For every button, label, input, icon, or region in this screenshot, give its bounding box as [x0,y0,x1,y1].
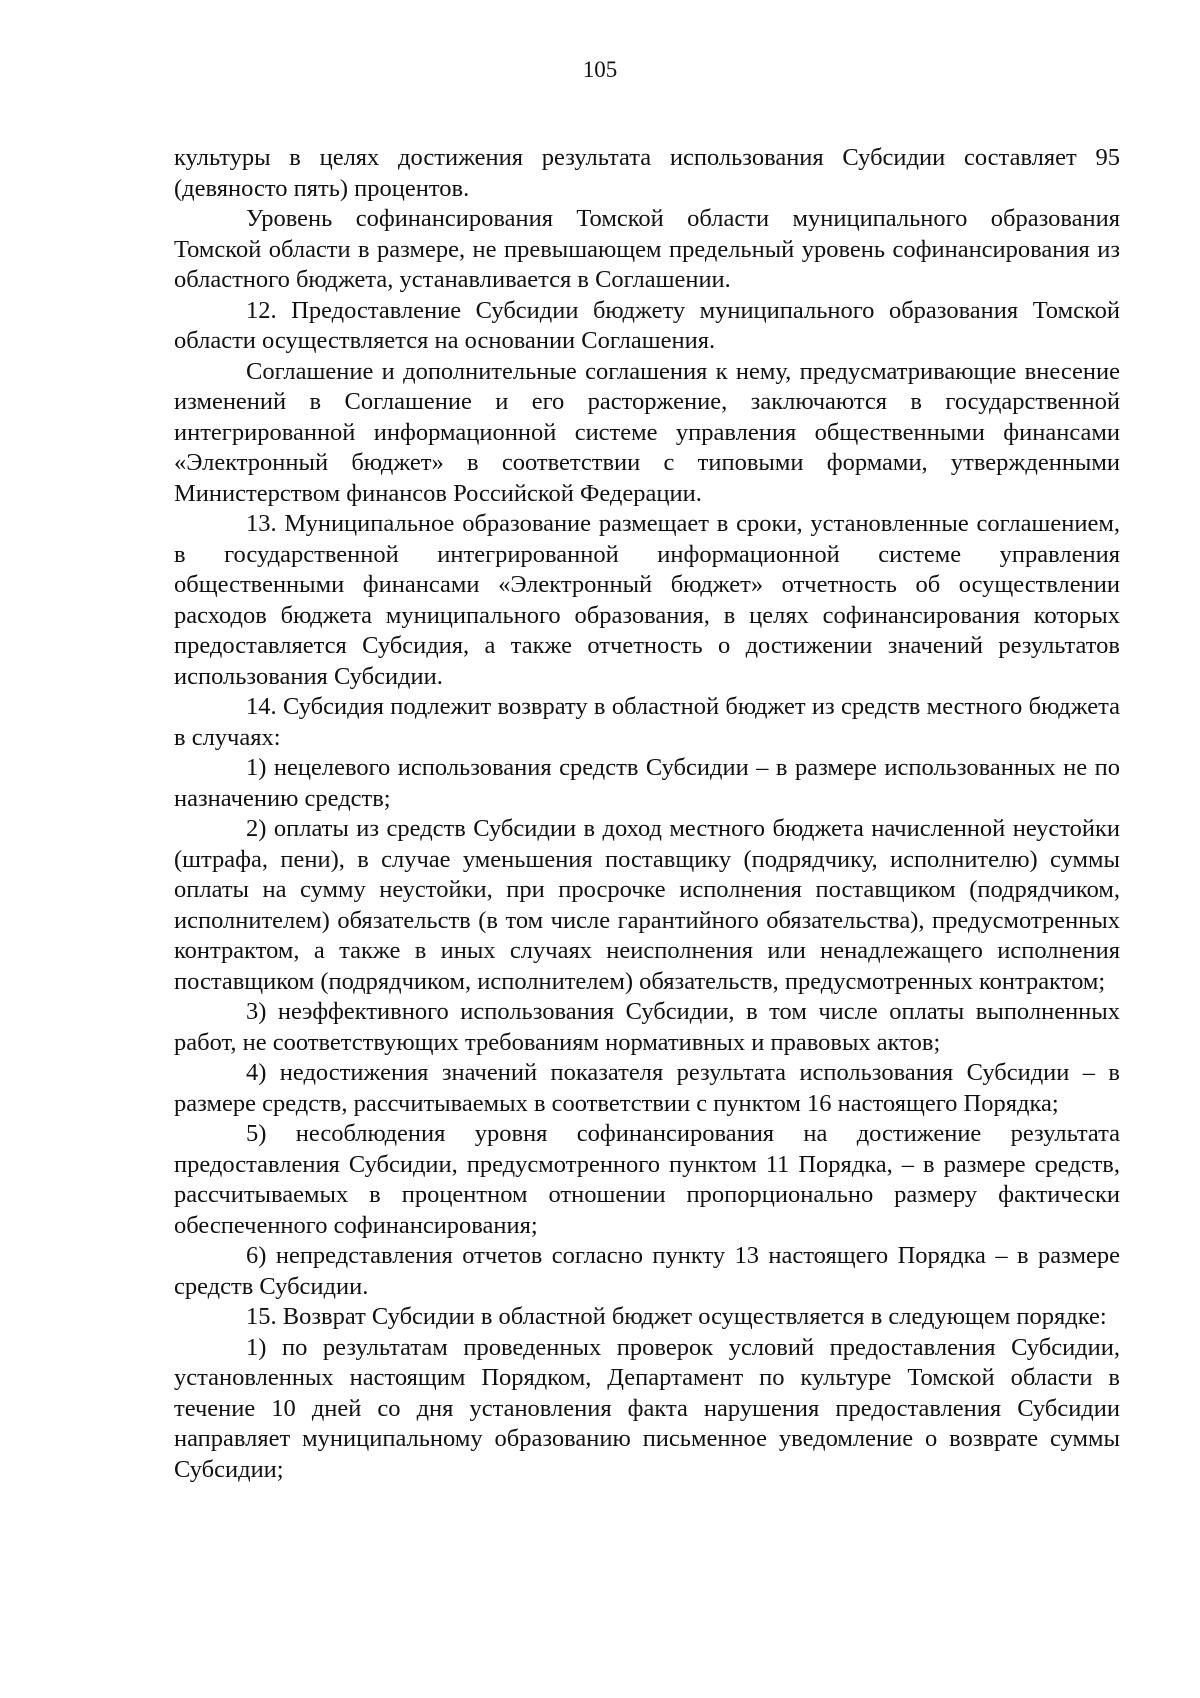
paragraph: 12. Предоставление Субсидии бюджету муниципального образования Томской области осуществляется на основании Соглашения. [174,296,1120,354]
list-item: 3) неэффективного использования Субсидии, в том числе оплаты выполненных работ, не соответствующих требованиям нормативных и правовых актов; [174,998,1120,1056]
paragraph: 15. Возврат Субсидии в областной бюджет осуществляется в следующем порядке: [246,1303,1107,1330]
list-item: 6) непредставления отчетов согласно пункту 13 настоящего Порядка – в размере средств Субсидии. [174,1242,1120,1300]
paragraph: 14. Субсидия подлежит возврату в областной бюджет из средств местного бюджета в случаях: [174,693,1120,751]
list-item: 1) по результатам проведенных проверок условий предоставления Субсидии, установленных настоящим Порядком, Департамент по культуре Томской области в течение 10 дней со дня установления факта нарушения предоставления Субсидии направляет муниципальному образованию письменное уведомление о возврате суммы Субсидии; [174,1333,1120,1483]
list-item: 1) нецелевого использования средств Субсидии – в размере использованных не по назначению средств; [174,754,1120,812]
paragraph: Уровень софинансирования Томской области муниципального образования Томской области в размере, не превышающем предельный уровень софинансирования из областного бюджета, устанавливается в Соглашении. [174,205,1120,293]
paragraph: Соглашение и дополнительные соглашения к нему, предусматривающие внесение изменений в Соглашение и его расторжение, заключаются в государственной интегрированной информационной системе управления общественными финансами «Электронный бюджет» в соответствии с типовыми формами, утвержденными Министерством финансов Российской Федерации. [174,357,1120,507]
paragraph: культуры в целях достижения результата использования Субсидии составляет 95 (девяносто пять) процентов. [174,144,1120,202]
list-item: 5) несоблюдения уровня софинансирования на достижение результата предоставления Субсидии, предусмотренного пунктом 11 Порядка, – в размере средств, рассчитываемых в процентном отношении пропорционально размеру фактически обеспеченного софинансирования; [174,1120,1120,1239]
list-item: 2) оплаты из средств Субсидии в доход местного бюджета начисленной неустойки (штрафа, пени), в случае уменьшения поставщику (подрядчику, исполнителю) суммы оплаты на сумму неустойки, при просрочке исполнения поставщиком (подрядчиком, исполнителем) обязательств (в том числе гарантийного обязательства), предусмотренных контрактом, а также в иных случаях неисполнения или ненадлежащего исполнения поставщиком (подрядчиком, исполнителем) обязательств, предусмотренных контрактом; [174,815,1120,995]
paragraph: 13. Муниципальное образование размещает в сроки, установленные соглашением, в государственной интегрированной информационной системе управления общественными финансами «Электронный бюджет» отчетность об осуществлении расходов бюджета муниципального образования, в целях софинансирования которых предоставляется Субсидия, а также отчетность о достижении значений результатов использования Субсидии. [174,510,1120,690]
list-item: 4) недостижения значений показателя результата использования Субсидии – в размере средств, рассчитываемых в соответствии с пунктом 16 настоящего Порядка; [174,1059,1120,1117]
page-number: 105 [582,57,618,82]
document-body [174,143,1120,1485]
